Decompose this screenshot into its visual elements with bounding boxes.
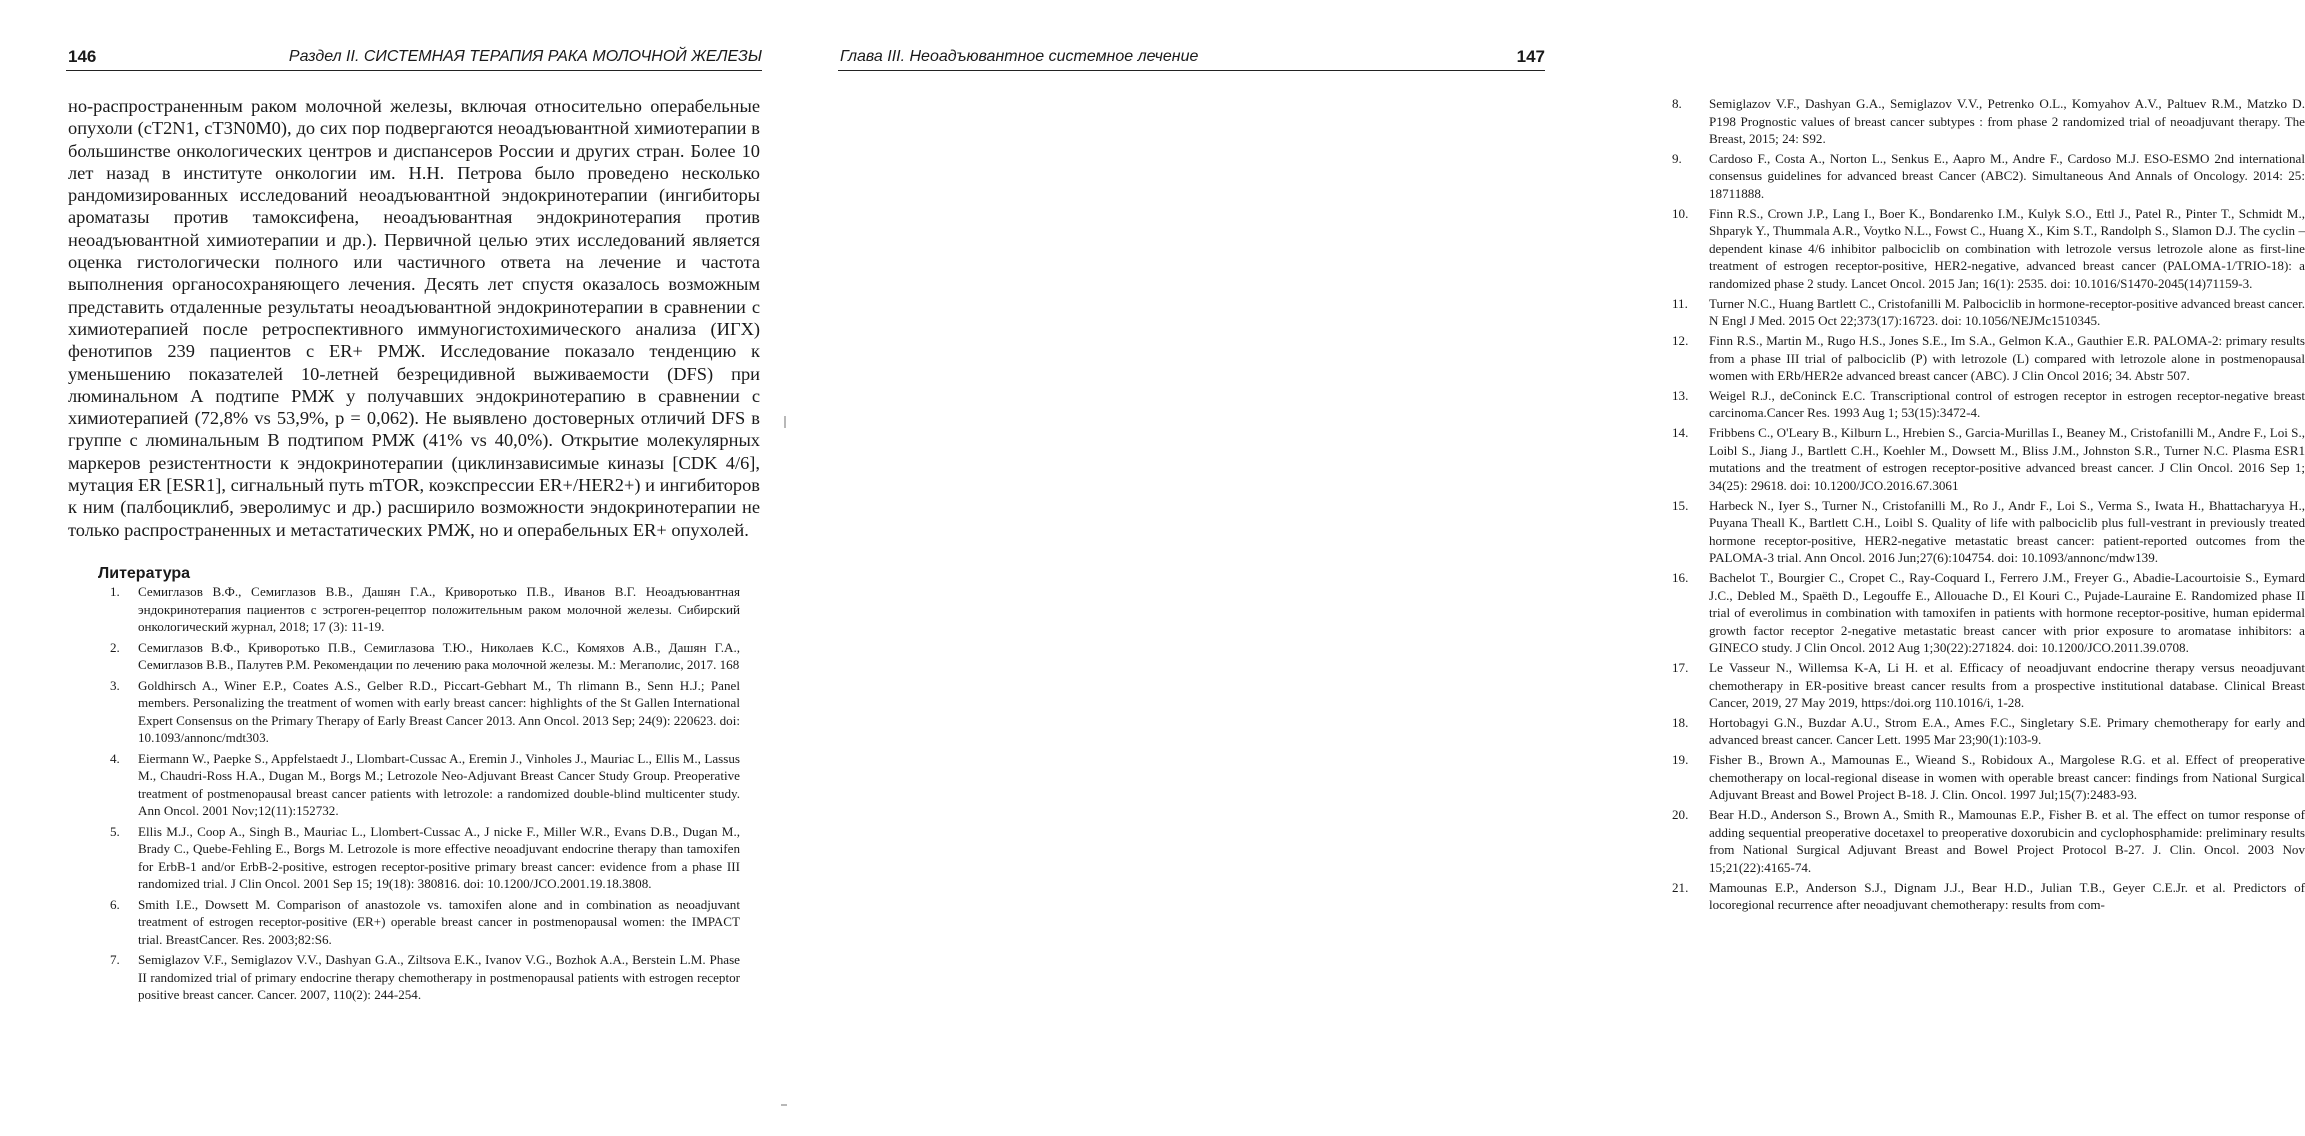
- reference-text: Goldhirsch A., Winer E.P., Coates A.S., Gelber R.D., Piccart-Gebhart M., Th rlimann B., Senn H.J.; Panel members. Personalizing the treatment of women with early breast cancer: highlights of the St Gallen International Expert Consensus on the Primary Therapy of Early Breast Cancer 2013. Ann Oncol. 2013 Sep; 24(9): 220623. doi: 10.1093/annonc/mdt303.: [138, 677, 740, 745]
- reference-item: [110, 750, 740, 820]
- reference-number: 9.: [1672, 150, 1682, 166]
- reference-item: [1672, 424, 2305, 494]
- reference-number: 2.: [110, 639, 120, 655]
- header-rule: [66, 70, 762, 71]
- reference-number: 11.: [1672, 295, 1688, 311]
- reference-item: [1672, 569, 2305, 657]
- reference-number: 14.: [1672, 425, 1689, 441]
- reference-list: [110, 583, 740, 1007]
- page-number: 146: [68, 47, 97, 66]
- reference-number: 5.: [110, 823, 120, 839]
- reference-item: [1672, 295, 2305, 330]
- reference-number: 18.: [1672, 714, 1689, 730]
- reference-item: [1672, 659, 2305, 712]
- reference-number: 13.: [1672, 387, 1689, 403]
- reference-item: [1672, 497, 2305, 567]
- reference-text: Smith I.E., Dowsett M. Comparison of anastozole vs. tamoxifen alone and in combination as neoadjuvant treatment of estrogen receptor-positive (ER+) operable breast cancer in postmenopausal women: the IMPACT trial. BreastCancer. Res. 2003;82:S6.: [138, 896, 740, 947]
- reference-list: [1672, 95, 2305, 916]
- reference-item: [110, 677, 740, 747]
- reference-text: Finn R.S., Martin M., Rugo H.S., Jones S.E., Im S.A., Gelmon K.A., Gauthier E.R. PALOMA-2: primary results from a phase III trial of palbociclib (P) with letrozole (L) compared with letrozole alone in postmenopausal women with ERb/HER2e advanced breast cancer (ABC). J Clin Oncol 2016; 34. Abstr 507.: [1709, 333, 2305, 384]
- reference-text: Weigel R.J., deConinck E.C. Transcriptional control of estrogen receptor in estrogen receptor-negative breast carcinoma.Cancer Res. 1993 Aug 1; 53(15):3472-4.: [1709, 387, 2305, 421]
- reference-text: Eiermann W., Paepke S., Appfelstaedt J., Llombart-Cussac A., Eremin J., Vinholes J., Mauriac L., Ellis M., Lassus M., Chaudri-Ross H.A., Dugan M., Borgs M.; Letrozole Neo-Adjuvant Breast Cancer Study Group. Preoperative treatment of postmenopausal breast cancer patients with letrozole: a randomized double-blind multicenter study. Ann Oncol. 2001 Nov;12(11):152732.: [138, 750, 740, 818]
- reference-item: [1672, 879, 2305, 914]
- reference-text: Le Vasseur N., Willemsa K-A, Li H. et al. Efficacy of neoadjuvant endocrine therapy versus neoadjuvant chemotherapy in ER-positive breast cancer results from a prospective institutional database. Clinical Breast Cancer, 2019, 27 May 2019, https:/doi.org 110.1016/i, 1-28.: [1709, 660, 2305, 711]
- page-header: [840, 44, 1545, 70]
- reference-number: 16.: [1672, 570, 1689, 586]
- reference-item: [110, 583, 740, 636]
- reference-text: Ellis M.J., Coop A., Singh B., Mauriac L., Llombert-Cussac A., J nicke F., Miller W.R., Evans D.B., Dugan M., Brady C., Quebe-Fehling E., Borgs M. Letrozole is more effective neoadjuvant endocrine therapy than tamoxifen for ErbB-1 and/or ErbB-2-positive, estrogen receptor-positive primary breast cancer: evidence from a phase III randomized trial. J Clin Oncol. 2001 Sep 15; 19(18): 380816. doi: 10.1200/JCO.2001.19.18.3808.: [138, 823, 740, 891]
- scan-mark: [781, 1104, 787, 1106]
- reference-text: Hortobagyi G.N., Buzdar A.U., Strom E.A., Ames F.C., Singletary S.E. Primary chemotherapy for early and advanced breast cancer. Cancer Lett. 1995 Mar 23;90(1):103-9.: [1709, 714, 2305, 748]
- reference-item: [1672, 205, 2305, 293]
- reference-text: Harbeck N., Iyer S., Turner N., Cristofanilli M., Ro J., Andr F., Loi S., Verma S., Iwata H., Bhattacharyya H., Puyana Theall K., Bartlett C.H., Loibl S. Quality of life with palbociclib plus full-vestrant in previously treated hormone receptor-positive, HER2-negative metastatic breast cancer: patient-reported outcomes from the PALOMA-3 trial. Ann Oncol. 2016 Jun;27(6):104754. doi: 10.1093/annonc/mdw139.: [1709, 497, 2305, 566]
- reference-item: [1672, 332, 2305, 385]
- reference-text: Cardoso F., Costa A., Norton L., Senkus E., Aapro M., Andre F., Cardoso M.J. ESO-ESMO 2nd international consensus guidelines for advanced breast Cancer (ABC2). Simultaneous And Annals of Oncology. 2014: 25: 18711888.: [1709, 150, 2305, 201]
- reference-text: Семиглазов В.Ф., Криворотько П.В., Семиглазова Т.Ю., Николаев К.С., Комяхов А.В., Дашян Г.А., Семиглазов В.В., Палутев Р.М. Рекомендации по лечению рака молочной железы. М.: Мегаполис, 2017. 168: [138, 639, 740, 672]
- body-paragraph: но-распространенным раком молочной железы, включая относительно операбельные опухоли (cT2N1, cT3N0M0), до сих пор подвергаются неоадъювантной химиотерапии в большинстве онкологических центров и диспансеров России и других стран. Более 10 лет назад в институте онкологии им. Н.Н. Петрова было проведено несколько рандомизированных исследований неоадъювантной эндокринотерапии (ингибиторы ароматазы против тамоксифена, неоадъювантная эндокринотерапия против неоадъювантной химиотерапии и др.). Первичной целью этих исследований является оценка гистологически полного или частичного ответа на лечение и частота выполнения органосохраняющего лечения. Десять лет спустя оказалось возможным представить отдаленные результаты неоадъювантной эндокринотерапии в сравнении с химиотерапией после ретроспективного иммуногистохимического анализа (ИГХ) фенотипов 239 пациентов с ER+ РМЖ. Исследование показало тенденцию к уменьшению показателей 10-летней безрецидивной выживаемости (DFS) при люминальном А подтипе РМЖ у получавших эндокринотерапию в сравнении с химиотерапией (72,8% vs 53,9%, p = 0,062). Не выявлено достоверных отличий DFS в группе с люминальным В подтипом РМЖ (41% vs 40,0%). Открытие молекулярных маркеров резистентности к эндокринотерапии (циклинзависимые киназы [CDK 4/6], мутация ER [ESR1], сигнальный путь mTOR, коэкспрессии ER+/HER2+) и ингибиторов к ним (палбоциклиб, эверолимус и др.) расширило возможности эндокринотерапии не только распространенных и метастатических РМЖ, но и операбельных ER+ опухолей.: [68, 96, 760, 540]
- reference-number: 7.: [110, 952, 120, 967]
- reference-text: Bear H.D., Anderson S., Brown A., Smith R., Mamounas E.P., Fisher B. et al. The effect on tumor response of adding sequential preoperative docetaxel to preoperative doxorubicin and cyclophosphamide: preliminary results from National Surgical Adjuvant Breast and Bowel Project Protocol B-27. J. Clin. Oncol. 2003 Nov 15;21(22):4165-74.: [1709, 807, 2305, 875]
- reference-item: [1672, 714, 2305, 749]
- reference-text: Turner N.C., Huang Bartlett C., Cristofanilli M. Palbociclib in hormone-receptor-positive advanced breast cancer. N Engl J Med. 2015 Oct 22;373(17):16723. doi: 10.1056/NEJMc1510345.: [1709, 295, 2305, 329]
- reference-text: Bachelot T., Bourgier C., Cropet C., Ray-Coquard I., Ferrero J.M., Freyer G., Abadie-Lacourtoisie S., Eymard J.C., Debled M., Spaëth D., Legouffe E., Allouache D., El Kouri C., Pujade-Lauraine E. Randomized phase II trial of everolimus in combination with tamoxifen in patients with hormone receptor-positive, human epidermal growth factor receptor 2-negative metastatic breast cancer with prior exposure to aromatase inhibitors: a GINECO study. J Clin Oncol. 2012 Aug 1;30(22):271824. doi: 10.1200/JCO.2011.39.0708.: [1709, 570, 2305, 656]
- reference-text: Mamounas E.P., Anderson S.J., Dignam J.J., Bear H.D., Julian T.B., Geyer C.E.Jr. et al. Predictors of locoregional recurrence after neoadjuvant chemotherapy: results from com-: [1709, 879, 2305, 913]
- reference-item: [110, 896, 740, 949]
- reference-number: 21.: [1672, 879, 1689, 895]
- page-header: [68, 44, 762, 70]
- reference-number: 12.: [1672, 333, 1689, 349]
- reference-number: 8.: [1672, 96, 1682, 111]
- reference-text: Fisher B., Brown A., Mamounas E., Wieand S., Robidoux A., Margolese R.G. et al. Effect of preoperative chemotherapy on local-regional disease in women with operable breast cancer: findings from National Surgical Adjuvant Breast and Bowel Project B-18. J. Clin. Oncol. 1997 Jul;15(7):2483-93.: [1709, 752, 2305, 803]
- literature-heading: Литература: [98, 565, 191, 582]
- reference-item: [110, 951, 740, 1004]
- reference-number: 17.: [1672, 660, 1689, 676]
- right-page: [800, 0, 2305, 1136]
- reference-item: [110, 823, 740, 893]
- reference-item: [110, 639, 740, 674]
- reference-text: Семиглазов В.Ф., Семиглазов В.В., Дашян Г.А., Криворотько П.В., Иванов В.Г. Неоадъювантная эндокринотерапия пациентов с эстроген-рецептор положительным раком молочной железы. Сибирский онкологический журнал, 2018; 17 (3): 11-19.: [138, 584, 740, 634]
- header-rule: [838, 70, 1545, 71]
- reference-number: 10.: [1672, 205, 1689, 221]
- reference-item: [1672, 387, 2305, 422]
- reference-number: 20.: [1672, 807, 1689, 823]
- chapter-title: Глава III. Неоадъювантное системное лечение: [840, 48, 1199, 65]
- reference-number: 15.: [1672, 497, 1689, 513]
- reference-item: [1672, 150, 2305, 203]
- reference-number: 6.: [110, 896, 120, 912]
- section-title: Раздел II. СИСТЕМНАЯ ТЕРАПИЯ РАКА МОЛОЧНОЙ ЖЕЛЕЗЫ: [288, 48, 762, 65]
- reference-item: [1672, 751, 2305, 804]
- reference-number: 4.: [110, 750, 120, 766]
- reference-text: Fribbens C., O'Leary B., Kilburn L., Hrebien S., Garcia-Murillas I., Beaney M., Cristofanilli M., Andre F., Loi S., Loibl S., Jiang J., Bartlett C.H., Koehler M., Dowsett M., Bliss J.M., Johnston S.R., Turner N.C. Plasma ESR1 mutations and the treatment of estrogen receptor-positive advanced breast cancer. J Clin Oncol. 2016 Sep 1; 34(25): 29618. doi: 10.1200/JCO.2016.67.3061: [1709, 425, 2305, 493]
- reference-text: Semiglazov V.F., Semiglazov V.V., Dashyan G.A., Ziltsova E.K., Ivanov V.G., Bozhok A.A., Berstein L.M. Phase II randomized trial of primary endocrine therapy chemotherapy in postmenopausal patients with estrogen receptor positive breast cancer. Cancer. 2007, 110(2): 244-254.: [138, 952, 740, 1002]
- left-page: [0, 0, 800, 1136]
- scan-mark: [784, 416, 786, 428]
- page-number: 147: [1516, 47, 1545, 66]
- reference-number: 1.: [110, 584, 120, 599]
- reference-text: Semiglazov V.F., Dashyan G.A., Semiglazov V.V., Petrenko O.L., Komyahov A.V., Paltuev R.M., Matzko D. P198 Prognostic values of breast cancer subtypes : from phase 2 randomized trial of neoadjuvant therapy. The Breast, 2015; 24: S92.: [1709, 96, 2305, 146]
- reference-item: [1672, 806, 2305, 876]
- reference-number: 3.: [110, 677, 120, 693]
- reference-number: 19.: [1672, 752, 1689, 768]
- reference-item: [1672, 95, 2305, 148]
- reference-text: Finn R.S., Crown J.P., Lang I., Boer K., Bondarenko I.M., Kulyk S.O., Ettl J., Patel R., Pinter T., Schmidt M., Shparyk Y., Thummala A.R., Voytko N.L., Fowst C., Huang X., Kim S.T., Randolph S., Slamon D.J. The cyclin – dependent kinase 4/6 inhibitor palbociclib on combination with letrozole versus letrozole alone as first-line treatment of estrogen receptor-positive, HER2-negative, advanced breast cancer (PALOMA-1/TRIO-18): a randomized phase 2 study. Lancet Oncol. 2015 Jan; 16(1): 2535. doi: 10.1016/S1470-2045(14)71159-3.: [1709, 205, 2305, 291]
